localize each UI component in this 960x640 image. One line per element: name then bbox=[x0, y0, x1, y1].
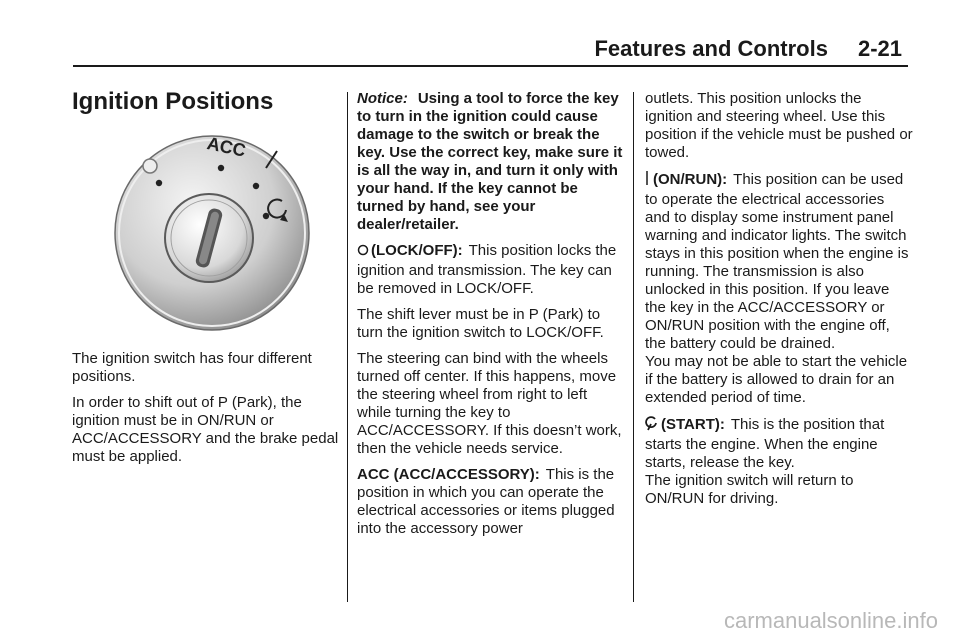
start-paragraph bbox=[645, 415, 913, 472]
paragraph: In order to shift out of P (Park), the ignition must be in ON/RUN or ACC/ACCESSORY and the brake pedal must be applied. bbox=[72, 394, 339, 465]
paragraph: The shift lever must be in P (Park) to turn the ignition switch to LOCK/OFF. bbox=[357, 306, 604, 341]
paragraph: The ignition switch has four different positions. bbox=[72, 350, 312, 385]
paragraph: The steering can bind with the wheels turned off center. If this happens, move the steering wheel from right to left while turning the key to ACC/ACCESSORY. If this doesn’t work, then the vehicle needs service. bbox=[357, 350, 622, 457]
page-header bbox=[594, 36, 902, 62]
column-3 bbox=[645, 90, 913, 516]
notice-text: Using a tool to force the key to turn in the ignition could cause damage to the switch or break the key. Use the correct key, make sure it is all the way in, and turn it only with your hand. If the key cannot be turned by hand, see your dealer/retailer. bbox=[357, 90, 623, 233]
on-run-position-icon bbox=[645, 170, 651, 191]
column-divider-2 bbox=[633, 92, 634, 602]
header-title: Features and Controls bbox=[594, 36, 828, 61]
lock-term: (LOCK/OFF): bbox=[371, 242, 463, 259]
paragraph: The ignition switch will return to ON/RUN for driving. bbox=[645, 472, 854, 507]
notice-label: Notice: bbox=[357, 90, 408, 107]
acc-term: ACC (ACC/ACCESSORY): bbox=[357, 466, 540, 483]
on-term: (ON/RUN): bbox=[653, 171, 728, 188]
intro-text bbox=[72, 350, 340, 474]
paragraph: outlets. This position unlocks the ignition and steering wheel. Use this position if the vehicle must be pushed or towed. bbox=[645, 90, 913, 161]
section-title: Ignition Positions bbox=[72, 88, 274, 115]
on-paragraph bbox=[645, 170, 913, 353]
column-2 bbox=[357, 90, 625, 546]
on-text: This position can be used to operate the electrical accessories and to display some instrument panel warning and indicator lights. The switch stays in this position when the engine is running. The transmission is also unlocked in this position. If you leave the key in the ACC/ACCESSORY or ON/RUN position with the engine off, the battery could be drained. bbox=[645, 171, 909, 352]
lock-paragraph bbox=[357, 242, 625, 298]
page-number: 2-21 bbox=[857, 36, 902, 61]
lock-text: This position locks the ignition and transmission. The key can be removed in LOCK/OFF. bbox=[357, 242, 617, 297]
start-term: (START): bbox=[661, 416, 725, 433]
ignition-switch-illustration bbox=[104, 128, 314, 333]
acc-label: ACC bbox=[205, 133, 248, 161]
acc-text: This is the position in which you can operate the electrical accessories or items plugged into the accessory power bbox=[357, 466, 615, 537]
start-text: This is the position that starts the engine. When the engine starts, release the key. bbox=[645, 416, 885, 471]
acc-paragraph bbox=[357, 466, 625, 538]
header-rule bbox=[73, 65, 908, 67]
lock-off-position-icon bbox=[357, 243, 369, 262]
column-divider-1 bbox=[347, 92, 348, 602]
watermark: carmanualsonline.info bbox=[723, 608, 938, 633]
paragraph: You may not be able to start the vehicle if the battery is allowed to drain for an extended period of time. bbox=[645, 353, 908, 406]
notice-paragraph bbox=[357, 90, 625, 234]
start-position-icon bbox=[645, 415, 659, 436]
